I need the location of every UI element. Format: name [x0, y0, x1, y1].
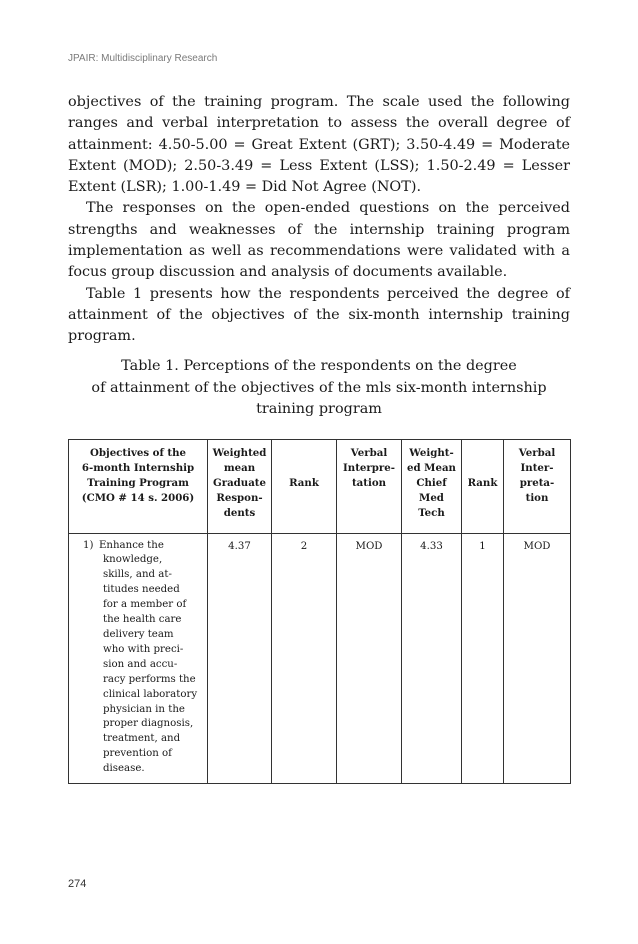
vi-graduate-cell: MOD — [337, 533, 402, 784]
header-verbal-interpretation-graduate: Verbal Interpre- tation — [337, 440, 402, 534]
table-caption-line: training program — [256, 401, 382, 417]
table-caption — [68, 356, 570, 421]
paragraph-scale: objectives of the training program. The scale used the following ranges and verbal interpretation to assess the overall degree of attainment: 4.50-5.00 = Great Extent (GRT); 3.50-4.49 = Moderate Extent (MOD); 2.50-3.49 = Less Extent (LSS); 1.50-2.49 = Lesser Extent (LSR); 1.00-1.49 = Did Not Agree (NOT). — [68, 94, 570, 196]
header-rank-chief: Rank — [462, 440, 504, 534]
vi-chief-cell: MOD — [504, 533, 571, 784]
paragraph-table-intro: Table 1 presents how the respondents perceived the degree of attainment of the objectives of the six-month internship training program. — [68, 285, 570, 345]
objective-cell: 1) Enhance the knowledge, skills, and at- titudes needed for a member of the health care delivery team who with preci- sion and accu- racy performs the clinical laboratory physician in the proper diagnosis, treatment, and prevention of disease. — [69, 533, 208, 784]
table-row — [69, 533, 571, 784]
table-header-row — [69, 440, 571, 534]
header-rank-graduate: Rank — [272, 440, 337, 534]
paragraph-responses: The responses on the open-ended questions on the perceived strengths and weaknesses of the internship training program implementation as well as recommendations were validated with a focus group discussion and analysis of documents available. — [68, 200, 570, 281]
objectives-table — [68, 439, 571, 784]
table-caption-line: Table 1. Perceptions of the respondents on the degree — [121, 358, 517, 374]
rank-graduate-cell: 2 — [272, 533, 337, 784]
wm-graduate-cell: 4.37 — [208, 533, 272, 784]
rank-chief-cell: 1 — [462, 533, 504, 784]
running-header: JPAIR: Multidisciplinary Research — [68, 53, 218, 64]
body-text — [68, 92, 570, 348]
wm-chief-cell: 4.33 — [402, 533, 462, 784]
header-objectives: Objectives of the 6-month Internship Training Program (CMO # 14 s. 2006) — [69, 440, 208, 534]
header-verbal-interpretation-chief: Verbal Inter- preta- tion — [504, 440, 571, 534]
table-caption-line: of attainment of the objectives of the mls six-month internship — [91, 379, 547, 396]
header-weighted-mean-graduate: Weighted mean Graduate Respon- dents — [208, 440, 272, 534]
header-weighted-mean-chief: Weight- ed Mean Chief Med Tech — [402, 440, 462, 534]
objective-number: 1) — [83, 539, 94, 551]
page-number: 274 — [68, 878, 87, 890]
